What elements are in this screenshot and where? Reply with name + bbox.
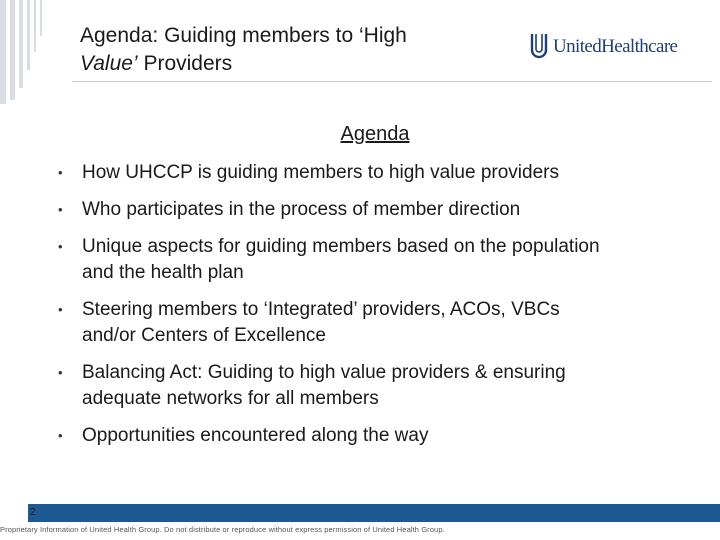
slide-title-line2 [80, 50, 520, 78]
agenda-item-text: Who participates in the process of member direction [82, 199, 521, 220]
agenda-item [56, 160, 696, 186]
footer-bar [0, 504, 720, 522]
slide-title [80, 22, 520, 78]
title-divider [72, 81, 712, 82]
agenda-item [56, 360, 696, 412]
bullet-icon: • [58, 202, 63, 217]
agenda-item-text-cont: and the health plan [82, 262, 244, 283]
agenda-item-text: Opportunities encountered along the way [82, 425, 429, 446]
bullet-icon: • [58, 165, 63, 180]
agenda-item-text-cont: adequate networks for all members [82, 388, 379, 409]
agenda-item [56, 197, 696, 223]
slide-title-line1: Agenda: Guiding members to ‘High [80, 24, 407, 47]
agenda-item-text: How UHCCP is guiding members to high value providers [82, 162, 559, 183]
uhc-u-mark-icon [530, 32, 548, 62]
bullet-icon: • [58, 239, 63, 254]
slide-title-rest: Providers [137, 52, 233, 75]
decorative-stripes [0, 0, 62, 106]
slide-title-emphasis: Value’ [80, 52, 138, 75]
agenda-heading: Agenda [340, 123, 410, 145]
logo-text: UnitedHealthcare [553, 36, 678, 57]
agenda-item [56, 234, 696, 286]
page-number: 2 [30, 507, 36, 518]
bullet-icon: • [58, 302, 63, 317]
bullet-icon: • [58, 365, 63, 380]
footer-disclaimer: Proprietary Information of United Health Group. Do not distribute or reproduce without express permission of United Health Group. [0, 525, 445, 534]
footer-page-tab [0, 504, 28, 522]
agenda-item-text: Unique aspects for guiding members based on the population [82, 236, 600, 257]
agenda-list [56, 160, 696, 449]
bullet-icon: • [58, 428, 63, 443]
agenda-item-text: Steering members to ‘Integrated’ providers, ACOs, VBCs [82, 299, 560, 320]
unitedhealthcare-logo [530, 30, 677, 64]
agenda-item [56, 423, 696, 449]
agenda-item-text: Balancing Act: Guiding to high value providers & ensuring [82, 362, 566, 383]
agenda-item [56, 297, 696, 349]
agenda-item-text-cont: and/or Centers of Excellence [82, 325, 326, 346]
